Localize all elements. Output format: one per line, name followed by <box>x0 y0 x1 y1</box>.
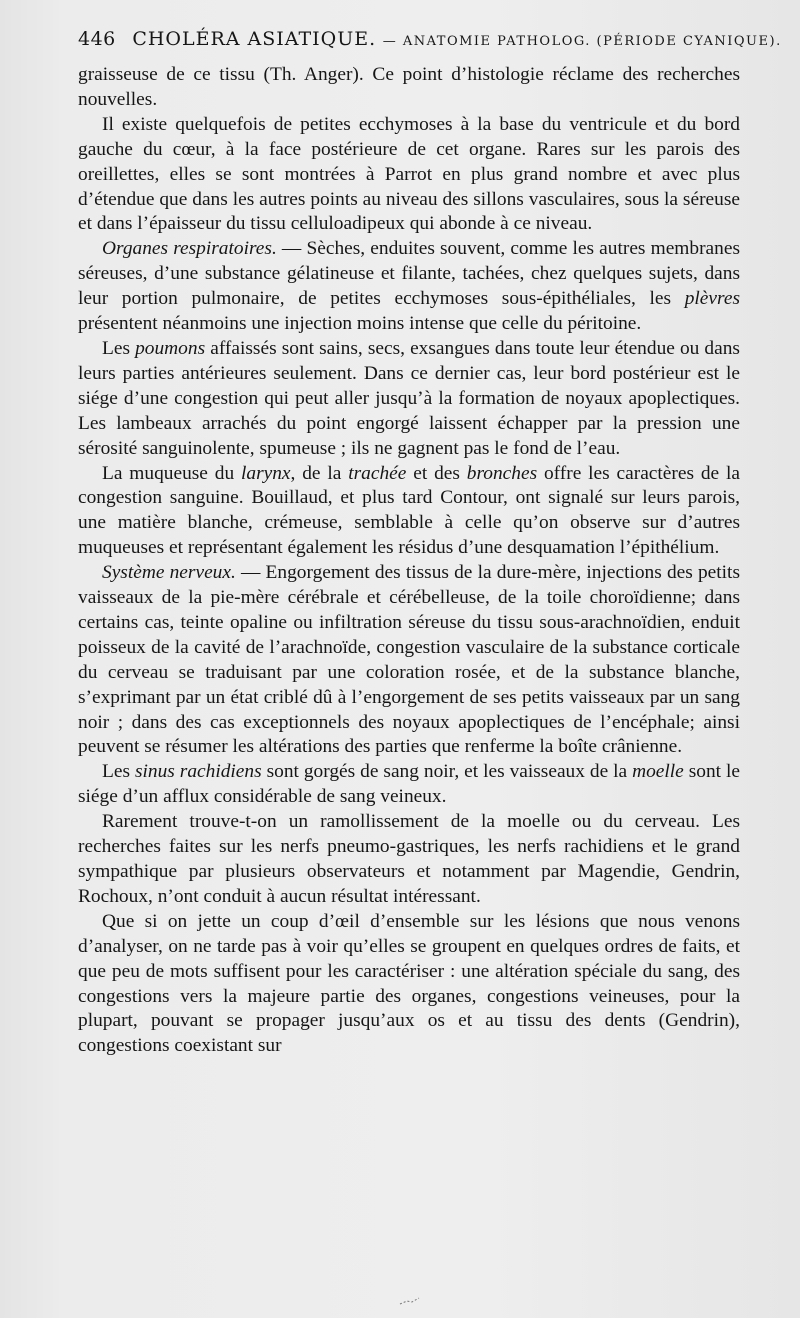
running-header <box>78 28 782 50</box>
text-run: offre les caractères de la congestion sanguine. Bouillaud, et plus tard Contour, ont signalé sur leurs parois, une matière blanche, crémeuse, semblable à celle qu’on observe sur d’autres muqueuses et représentant également les résidus d’une desquamation l’épithélium. <box>78 462 741 559</box>
italic-term: sinus rachidiens <box>134 761 262 783</box>
text-run: Les <box>102 761 135 783</box>
page-number: 446 <box>78 28 116 50</box>
paragraph-p0 <box>78 63 740 113</box>
text-run: et des <box>406 462 467 484</box>
text-run: affaissés sont sains, secs, exsangues dans toute leur étendue ou dans leurs parties antérieures seulement. Dans ce dernier cas, leur bord postérieur est le siége d’une congestion qui peut aller jusqu’à la formation de noyaux apoplectiques. Les lambeaux arrachés du point engorgé laissent échapper par la pression une sérosité sanguinolente, spumeuse ; ils ne gagnent pas le fond de l’eau. <box>78 337 740 459</box>
italic-term: poumons <box>135 337 206 359</box>
printer-mark <box>398 1296 422 1306</box>
running-subtitle: — ANATOMIE PATHOLOG. (PÉRIODE CYANIQUE). <box>382 34 782 49</box>
paragraph-p2 <box>78 237 740 337</box>
text-run: présentent néanmoins une injection moins intense que celle du péritoine. <box>78 313 642 335</box>
text-run: Il existe quelquefois de petites ecchymoses à la base du ventricule et du bord gauche du cœur, à la face postérieure de cet organe. Rares sur les parois des oreillettes, elles se sont montrées à Parrot en plus grand nombre et avec plus d’étendue que dans les autres points au niveau des sillons vasculaires, sous la séreuse et dans l’épaisseur du tissu celluloadipeux qui abonde à ce niveau. <box>78 113 740 235</box>
text-run: sont gorgés de sang noir, et les vaisseaux de la <box>261 761 633 783</box>
body-text <box>78 63 740 1059</box>
italic-term: Organes respiratoires. <box>102 238 277 260</box>
text-run: sont le siége d’un afflux considérable de sang veineux. <box>78 761 740 808</box>
italic-term: Système nerveux. <box>102 562 236 584</box>
paragraph-p1 <box>78 113 740 238</box>
text-run: — Sèches, enduites souvent, comme les autres membranes séreuses, d’une substance gélatineuse et filante, tachées, chez quelques sujets, dans leur portion pulmonaire, de petites ecchymoses sous-épithéliales, les <box>78 238 740 310</box>
italic-term: moelle <box>632 761 684 783</box>
paragraph-p8 <box>78 910 740 1059</box>
running-title: CHOLÉRA ASIATIQUE. <box>132 28 377 50</box>
text-run: Que si on jette un coup d’œil d’ensemble sur les lésions que nous venons d’analyser, on ne tarde pas à voir qu’elles se groupent en quelques ordres de faits, et que peu de mots suffisent pour les caractériser : une altération spéciale du sang, des congestions vers la majeure partie des organes, congestions veineuses, pour la plupart, pouvant se propager jusqu’aux os et au tissu des dents (Gendrin), congestions coexistant sur <box>78 910 740 1057</box>
italic-term: larynx <box>241 462 291 484</box>
text-run: Les <box>102 337 136 359</box>
paragraph-p7 <box>78 810 740 910</box>
text-run: Rarement trouve-t-on un ramollissement de la moelle ou du cerveau. Les recherches faites sur les nerfs pneumo-gastriques, les nerfs rachidiens et le grand sympathique par plusieurs observateurs et notamment par Magendie, Gendrin, Rochoux, n’ont conduit à aucun résultat intéressant. <box>78 811 740 907</box>
italic-term: trachée <box>348 462 407 484</box>
text-run: — Engorgement des tissus de la dure-mère, injections des petits vaisseaux de la pie-mère cérébrale et cérébelleuse, de la toile choroïdienne; dans certains cas, teinte opaline ou infiltration séreuse du tissu sous-arachnoïdien, enduit poisseux de la cavité de l’arachnoïde, congestion vasculaire de la substance corticale du cerveau se traduisant par une coloration rosée, et de la substance blanche, s’exprimant par un état criblé dû à l’engorgement de ses petits vaisseaux par un sang noir ; dans des cas exceptionnels des noyaux apoplectiques de l’encéphale; ainsi peuvent se résumer les altérations des parties que renferme la boîte crânienne. <box>78 562 740 758</box>
italic-term: bronches <box>466 462 538 484</box>
paragraph-p6 <box>78 760 740 810</box>
text-run: La muqueuse du <box>102 462 241 484</box>
paragraph-p5 <box>78 561 740 760</box>
text-run: graisseuse de ce tissu (Th. Anger). Ce point d’histologie réclame des recherches nouvelles. <box>78 64 740 110</box>
text-run: , de la <box>290 462 349 484</box>
paragraph-p3 <box>78 337 740 462</box>
italic-term: plèvres <box>684 288 740 310</box>
paragraph-p4 <box>78 462 740 562</box>
